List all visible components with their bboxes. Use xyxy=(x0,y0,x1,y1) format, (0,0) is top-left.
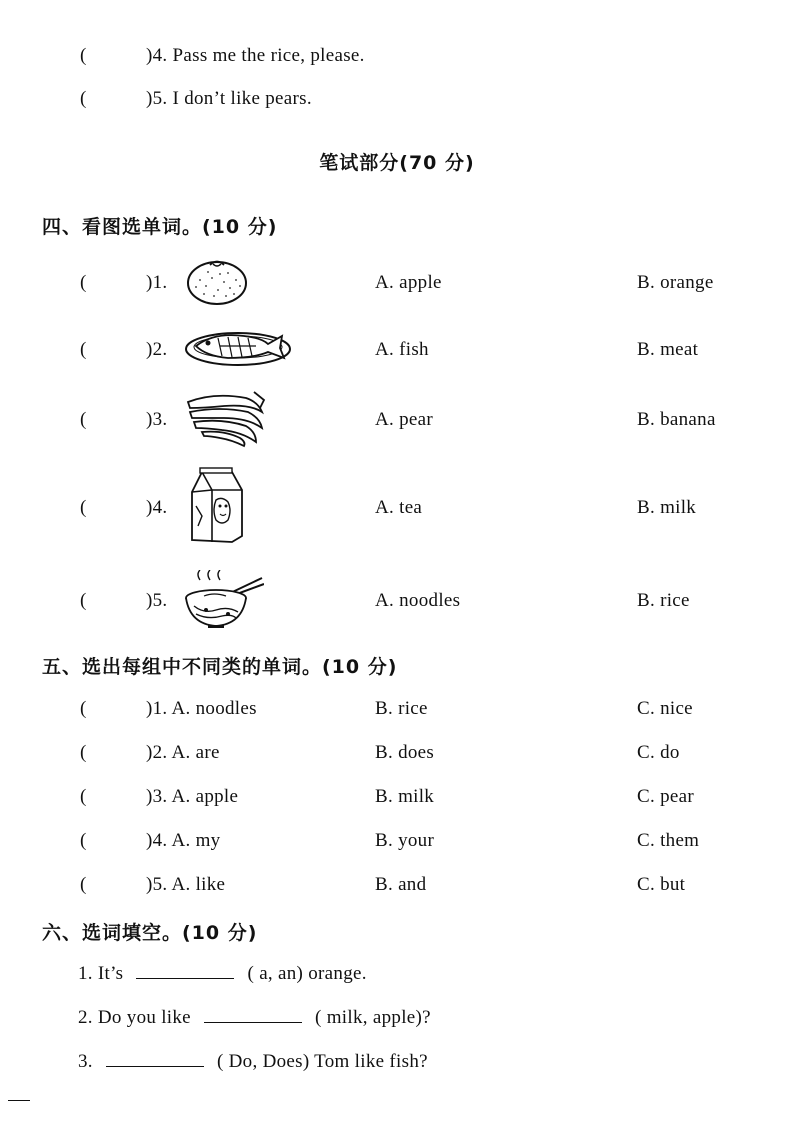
s5-option-b-1: B. rice xyxy=(375,698,428,719)
s5-option-a-1: )1. A. noodles xyxy=(146,698,257,719)
banana-icon xyxy=(184,388,268,448)
orange-icon xyxy=(186,256,248,306)
s5-option-b-2: B. does xyxy=(375,742,435,763)
s4-num-4: )4. xyxy=(146,497,168,518)
s6-item-1-before: 1. It’s xyxy=(78,963,124,984)
question-top-5: )5. I don’t like pears. xyxy=(146,88,312,109)
s4-paren-4: ( xyxy=(80,497,87,518)
s6-item-3-after: ( Do, Does) Tom like fish? xyxy=(216,1051,428,1072)
s4-option-a-3: A. pear xyxy=(375,409,434,430)
s4-option-a-4: A. tea xyxy=(375,497,423,518)
s5-option-a-4: )4. A. my xyxy=(146,830,221,851)
paren-top-5: ( xyxy=(80,88,87,109)
s6-item-1 xyxy=(78,962,367,985)
s5-option-a-5: )5. A. like xyxy=(146,874,226,895)
s6-blank-1[interactable] xyxy=(136,962,234,979)
s5-option-b-5: B. and xyxy=(375,874,427,895)
s6-item-2 xyxy=(78,1006,431,1029)
s5-option-c-5: C. but xyxy=(637,874,686,895)
s4-option-b-2: B. meat xyxy=(637,339,699,360)
paren-top-4: ( xyxy=(80,45,87,66)
s4-num-3: )3. xyxy=(146,409,168,430)
s6-item-1-after: ( a, an) orange. xyxy=(247,963,367,984)
s5-option-c-1: C. nice xyxy=(637,698,693,719)
s5-paren-4: ( xyxy=(80,830,87,851)
section6-title: 六、选词填空。(10 分) xyxy=(42,922,258,944)
written-part-title: 笔试部分(70 分) xyxy=(319,152,475,174)
s4-option-b-1: B. orange xyxy=(637,272,714,293)
s6-item-2-before: 2. Do you like xyxy=(78,1007,191,1028)
s4-option-a-5: A. noodles xyxy=(375,590,461,611)
s4-option-a-1: A. apple xyxy=(375,272,442,293)
s4-paren-1: ( xyxy=(80,272,87,293)
s5-paren-1: ( xyxy=(80,698,87,719)
s4-paren-3: ( xyxy=(80,409,87,430)
s5-option-b-4: B. your xyxy=(375,830,435,851)
s6-item-3 xyxy=(78,1050,428,1073)
s4-option-a-2: A. fish xyxy=(375,339,429,360)
s5-option-c-3: C. pear xyxy=(637,786,694,807)
s5-paren-3: ( xyxy=(80,786,87,807)
question-top-4: )4. Pass me the rice, please. xyxy=(146,45,365,66)
s4-option-b-3: B. banana xyxy=(637,409,716,430)
fish-dish-icon xyxy=(184,326,292,368)
noodle-bowl-icon xyxy=(184,570,264,630)
s5-option-c-4: C. them xyxy=(637,830,700,851)
s5-paren-5: ( xyxy=(80,874,87,895)
s6-item-3-before: 3. xyxy=(78,1051,93,1072)
section5-title: 五、选出每组中不同类的单词。(10 分) xyxy=(42,656,398,678)
s6-item-2-after: ( milk, apple)? xyxy=(315,1007,431,1028)
s5-option-c-2: C. do xyxy=(637,742,680,763)
s4-paren-5: ( xyxy=(80,590,87,611)
s5-option-b-3: B. milk xyxy=(375,786,435,807)
s4-option-b-5: B. rice xyxy=(637,590,690,611)
section4-title: 四、看图选单词。(10 分) xyxy=(42,216,278,238)
milk-carton-icon xyxy=(186,466,248,546)
s4-paren-2: ( xyxy=(80,339,87,360)
s6-blank-3[interactable] xyxy=(106,1050,204,1067)
s5-option-a-2: )2. A. are xyxy=(146,742,220,763)
s4-num-1: )1. xyxy=(146,272,168,293)
s6-blank-2[interactable] xyxy=(204,1006,302,1023)
s5-paren-2: ( xyxy=(80,742,87,763)
s5-option-a-3: )3. A. apple xyxy=(146,786,239,807)
s4-num-5: )5. xyxy=(146,590,168,611)
s4-option-b-4: B. milk xyxy=(637,497,697,518)
s4-num-2: )2. xyxy=(146,339,168,360)
footer-dash xyxy=(8,1100,30,1101)
